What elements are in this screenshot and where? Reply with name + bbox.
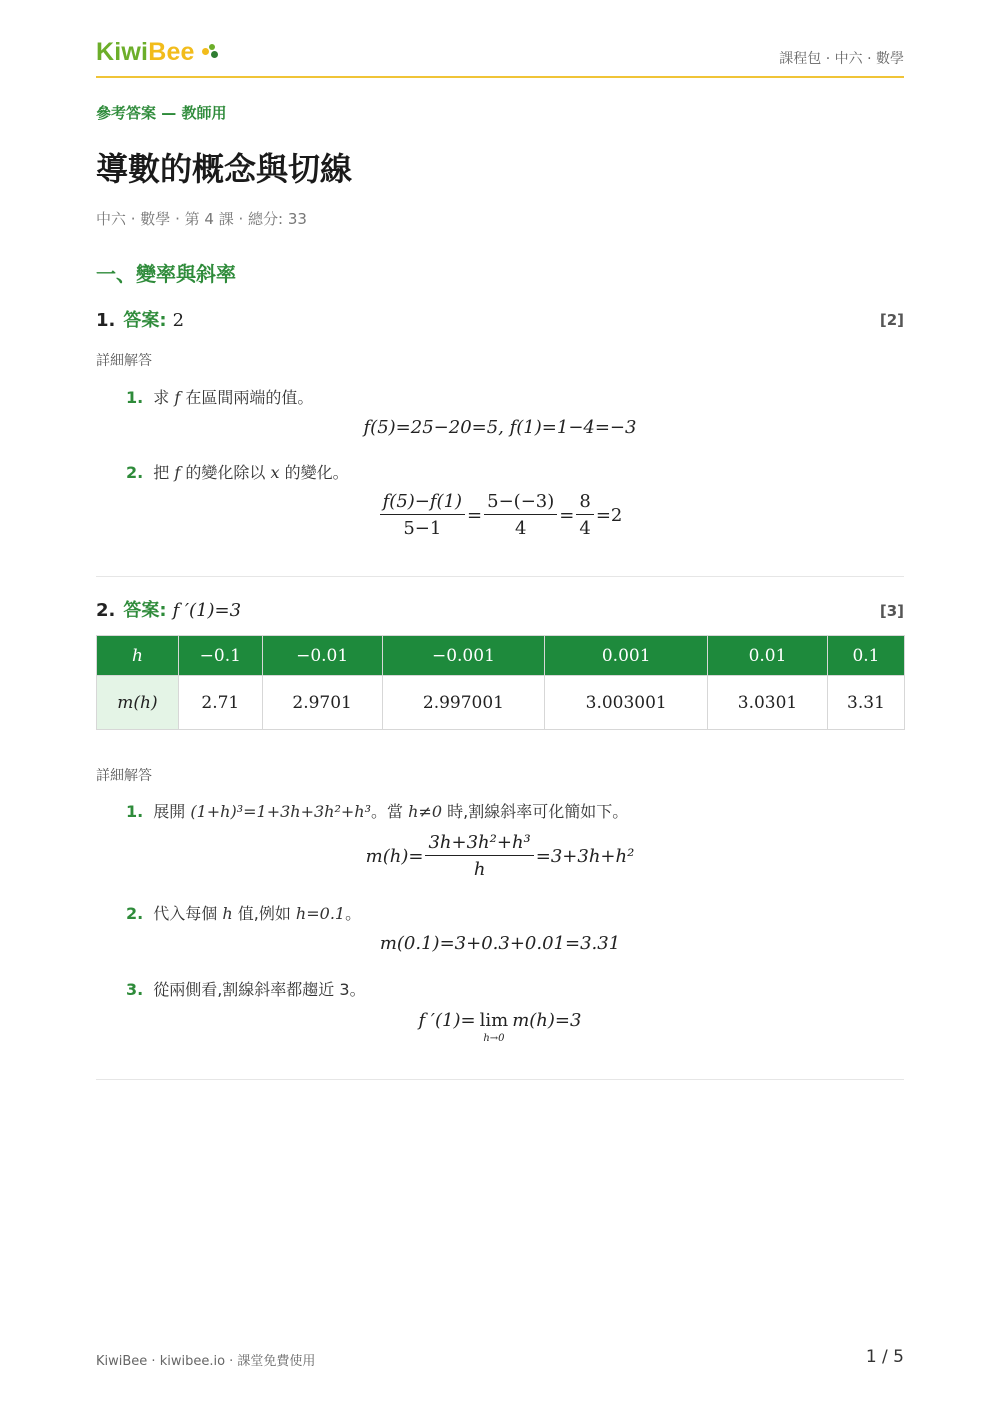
table-cell: 3.003001: [545, 676, 708, 730]
answer-value: 2: [172, 310, 185, 331]
logo-bee-icon: [202, 44, 222, 60]
divider: [96, 576, 904, 577]
table-row: [97, 676, 905, 730]
question-1-answer: [96, 306, 184, 332]
question-points: [3]: [879, 602, 904, 620]
question-points: [2]: [879, 311, 904, 329]
equation: $\frac{f(5)-f(1)}{5-1}$ = $\frac{5-(-3)}{4}$ = $\frac{8}{4}$ =2: [96, 491, 904, 539]
table-row-header: m(h): [97, 676, 179, 730]
lesson-meta: 中六 · 數學 · 第 4 課 · 總分: 33: [96, 210, 307, 228]
table-cell: 0.001: [545, 636, 708, 676]
table-cell: 0.01: [708, 636, 828, 676]
table-header-row: [97, 636, 905, 676]
equation: f(5)=25−20=5, f(1)=1−4=−3: [363, 417, 637, 438]
solution-step: 1. 求 f 在區間兩端的值。: [126, 388, 314, 407]
values-table: [96, 635, 905, 730]
answer-label: 答案:: [123, 310, 167, 331]
table-cell: 3.31: [827, 676, 904, 730]
solution-step: 1. 展開 (1+h)³=1+3h+3h²+h³。當 h≠0 時,割線斜率可化簡如下。: [126, 802, 629, 821]
page-title: 導數的概念與切線: [96, 150, 353, 188]
table-cell: −0.1: [178, 636, 262, 676]
logo-bee-text: Bee: [148, 38, 195, 66]
kiwibee-logo: [96, 38, 195, 67]
question-number: 2.: [96, 600, 116, 621]
answer-key-label: 參考答案 — 教師用: [96, 104, 227, 122]
divider: [96, 1079, 904, 1080]
page-header: [96, 36, 904, 78]
table-cell: −0.01: [262, 636, 382, 676]
table-cell: 2.71: [178, 676, 262, 730]
section-heading: 一、變率與斜率: [96, 262, 236, 286]
detailed-solution-label: 詳細解答: [96, 768, 152, 784]
table-cell: 3.0301: [708, 676, 828, 730]
table-cell: −0.001: [382, 636, 545, 676]
footer-site-info: KiwiBee · kiwibee.io · 課堂免費使用: [96, 1354, 316, 1369]
table-cell: 2.9701: [262, 676, 382, 730]
page-number: 1 / 5: [865, 1347, 904, 1367]
table-row-header: h: [97, 636, 179, 676]
table-cell: 2.997001: [382, 676, 545, 730]
equation: f ′(1)= lim h→0 m(h)=3: [418, 1010, 582, 1044]
question-number: 1.: [96, 310, 116, 331]
detailed-solution-label: 詳細解答: [96, 353, 152, 369]
solution-step: 2. 代入每個 h 值,例如 h=0.1。: [126, 904, 362, 923]
question-2-answer: [96, 596, 241, 622]
answer-value: f ′(1)=3: [172, 600, 242, 621]
equation: m(h)= $\frac{\text{3h+3h²+h³}}{h}$ =3+3h+h²: [365, 832, 635, 880]
logo-kiwi-text: Kiwi: [96, 38, 149, 66]
answer-label: 答案:: [123, 600, 167, 621]
table-cell: 0.1: [827, 636, 904, 676]
solution-step: 3. 從兩側看,割線斜率都趨近 3。: [126, 980, 366, 999]
equation: m(0.1)=3+0.3+0.01=3.31: [379, 933, 621, 954]
header-course-meta: 課程包 · 中六 · 數學: [779, 51, 904, 67]
solution-step: 2. 把 f 的變化除以 x 的變化。: [126, 463, 349, 482]
